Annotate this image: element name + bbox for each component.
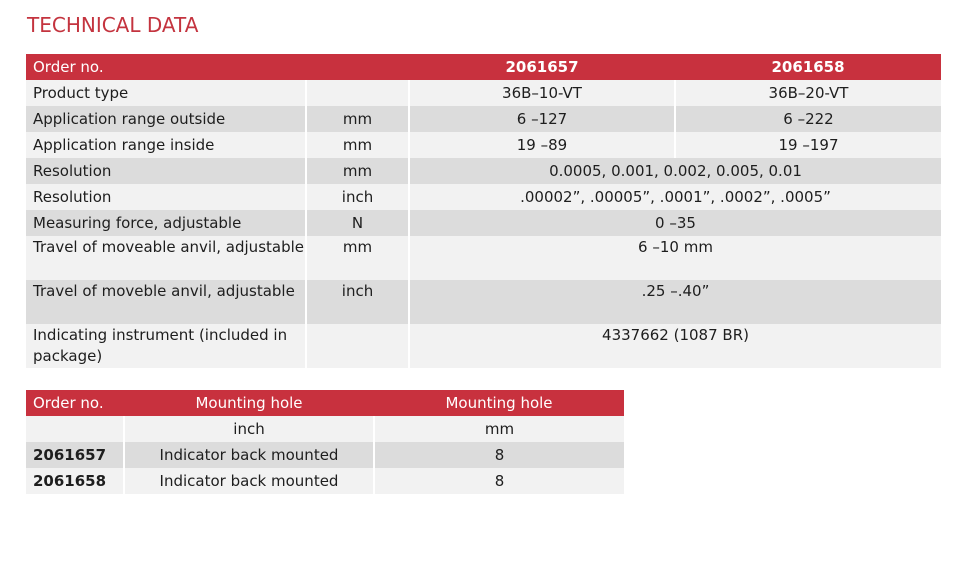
row-order-number: 2061658 [26,468,124,494]
row-unit [306,324,409,368]
row-label: Resolution [26,184,306,210]
row-unit: inch [306,280,409,324]
table-row [26,184,941,210]
table-row-units [26,416,624,442]
row-value-merged: .25 –.40” [409,280,941,324]
row-label: Travel of moveble anvil, adjustable [26,280,306,324]
row-value-col1: 19 –89 [409,132,675,158]
row-label: Measuring force, adjustable [26,210,306,236]
row-unit: N [306,210,409,236]
row-label: Travel of moveable anvil, adjustable [26,236,306,280]
row-value-col1: 36B–10-VT [409,80,675,106]
row-label: Indicating instrument (included in package) [26,324,306,368]
row-unit: mm [306,106,409,132]
unit-inch: inch [124,416,374,442]
row-label: Product type [26,80,306,106]
row-value-col2: 19 –197 [675,132,941,158]
units-empty-cell [26,416,124,442]
header-order-label: Order no. [26,390,124,416]
table-row [26,468,624,494]
row-value-merged: 0 –35 [409,210,941,236]
row-value-col2: 6 –222 [675,106,941,132]
row-value-merged: 6 –10 mm [409,236,941,280]
table-row [26,158,941,184]
table-row [26,80,941,106]
technical-data-table [26,54,941,368]
header-order-2061658: 2061658 [675,54,941,80]
table-row [26,280,941,324]
row-mounting-mm: 8 [374,442,624,468]
header-mounting-hole-mm: Mounting hole [374,390,624,416]
table-row [26,324,941,368]
row-value-merged: .00002”, .00005”, .0001”, .0002”, .0005” [409,184,941,210]
table-row [26,442,624,468]
row-label: Application range inside [26,132,306,158]
table-header-row [26,54,941,80]
row-label: Application range outside [26,106,306,132]
row-value-merged: 0.0005, 0.001, 0.002, 0.005, 0.01 [409,158,941,184]
table-row [26,132,941,158]
row-value-merged: 4337662 (1087 BR) [409,324,941,368]
row-order-number: 2061657 [26,442,124,468]
table-row [26,210,941,236]
header-unit [306,54,409,80]
row-unit: mm [306,158,409,184]
header-mounting-hole-inch: Mounting hole [124,390,374,416]
row-unit: mm [306,132,409,158]
table-row [26,236,941,280]
table-header-row [26,390,624,416]
unit-mm: mm [374,416,624,442]
header-order-2061657: 2061657 [409,54,675,80]
row-mounting-mm: 8 [374,468,624,494]
row-value-col1: 6 –127 [409,106,675,132]
row-mounting-inch: Indicator back mounted [124,468,374,494]
row-value-col2: 36B–20-VT [675,80,941,106]
row-unit [306,80,409,106]
header-order-label: Order no. [26,54,306,80]
row-unit: mm [306,236,409,280]
page-title: TECHNICAL DATA [27,13,199,37]
table-row [26,106,941,132]
mounting-hole-table [26,390,624,494]
row-mounting-inch: Indicator back mounted [124,442,374,468]
row-label: Resolution [26,158,306,184]
row-unit: inch [306,184,409,210]
